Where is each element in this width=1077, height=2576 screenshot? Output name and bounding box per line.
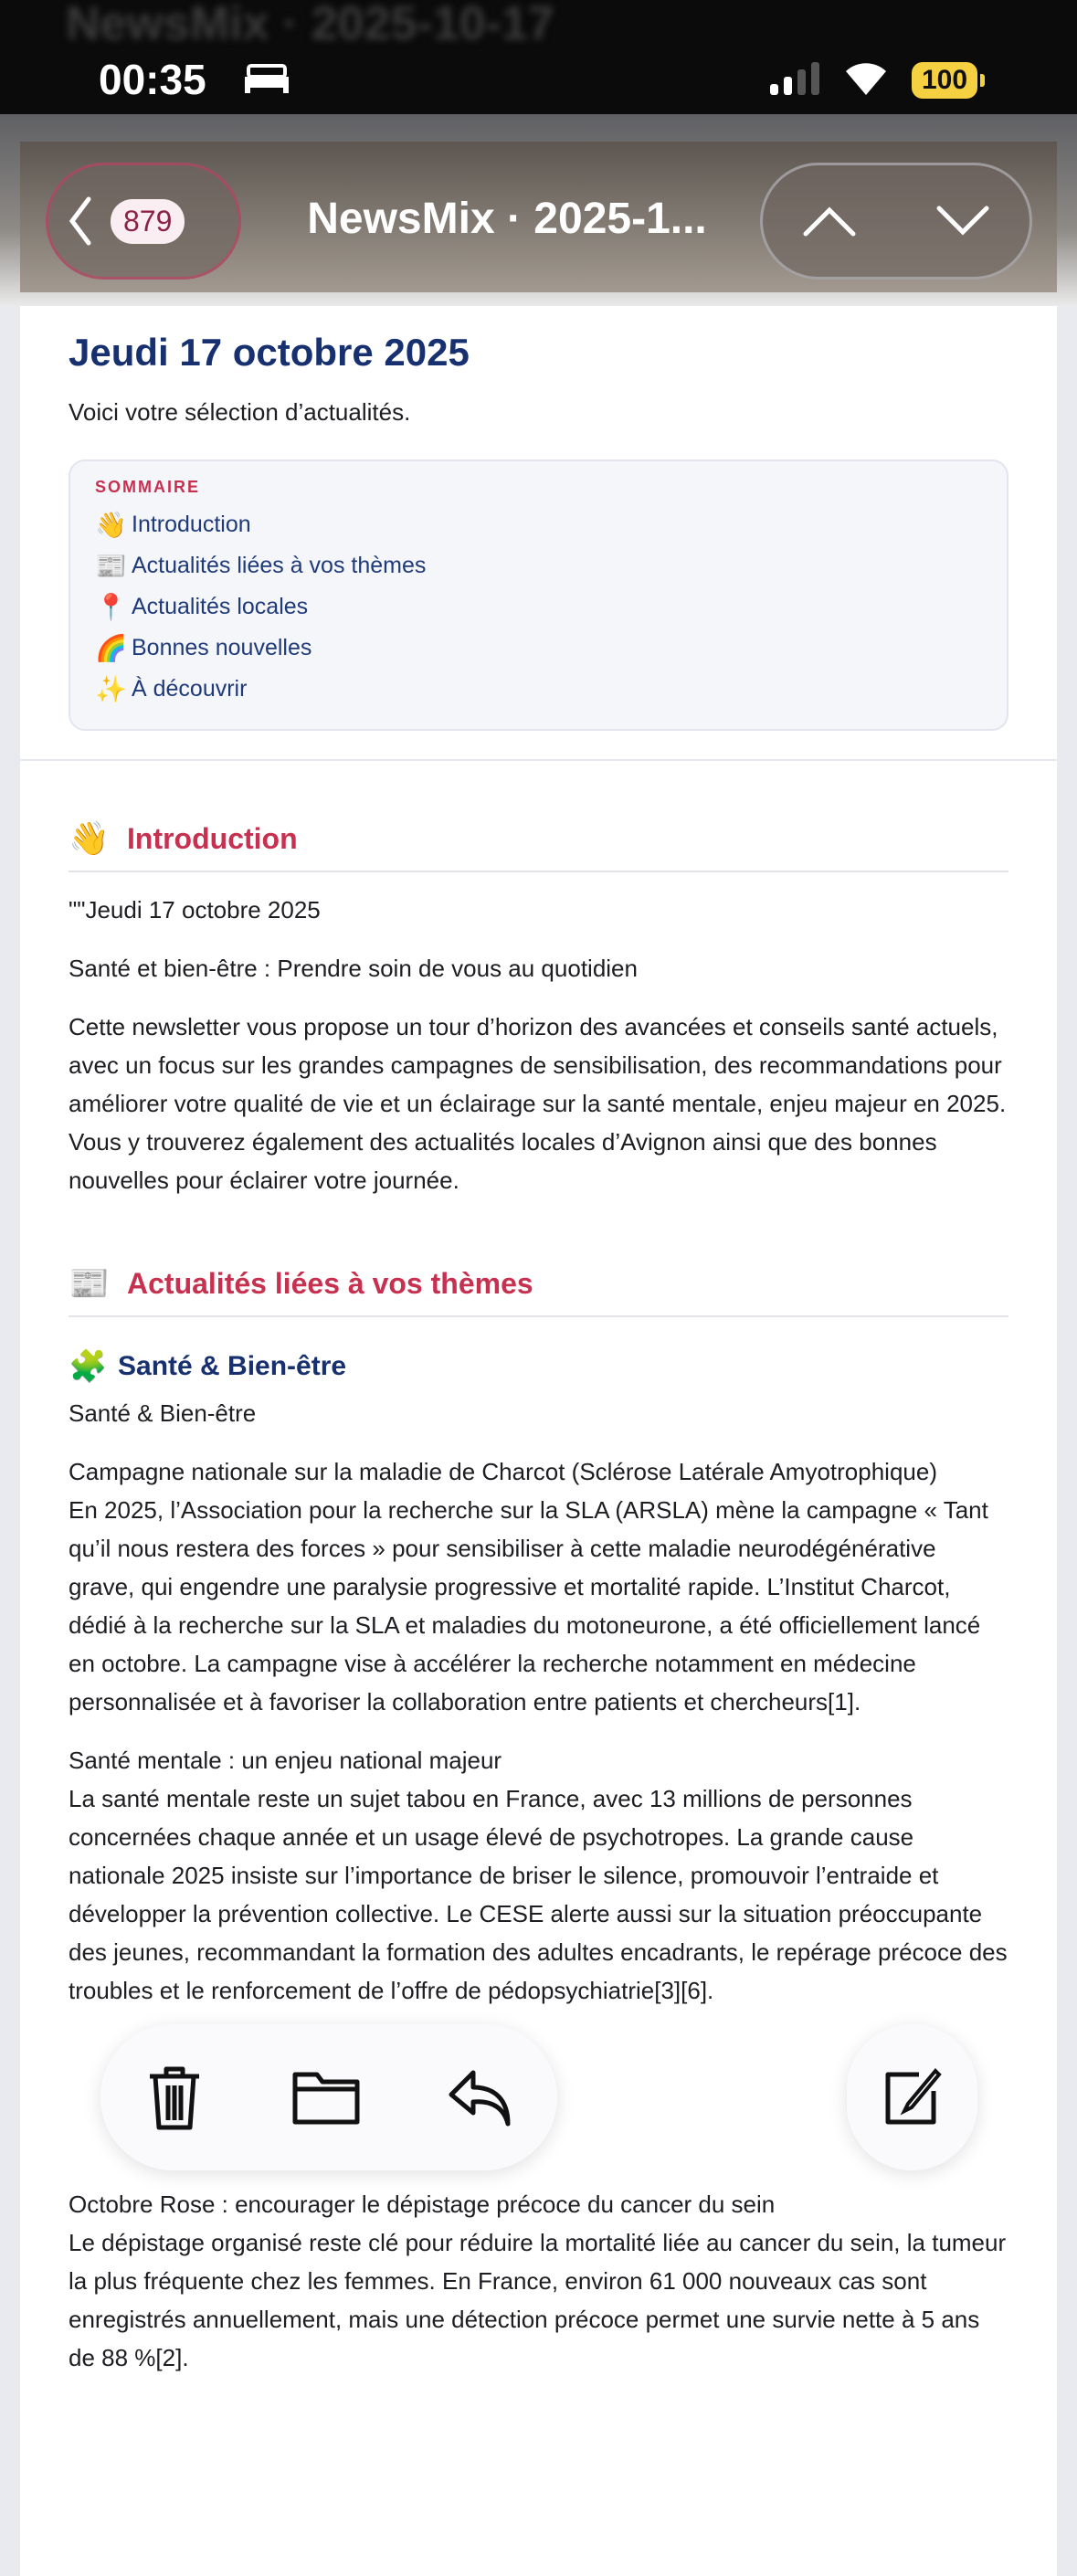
chevron-up-icon[interactable] — [802, 205, 857, 238]
toc-item-themes[interactable] — [95, 545, 982, 586]
section-introduction — [69, 819, 1008, 1199]
article — [69, 1452, 1008, 1721]
chevron-down-icon[interactable] — [935, 205, 990, 238]
sparkles-icon: ✨ — [95, 675, 127, 703]
subsection-heading — [69, 1348, 1008, 1385]
compose-button[interactable] — [847, 2024, 977, 2170]
toc-item-label: Bonnes nouvelles — [132, 635, 312, 660]
toc-item-good-news[interactable] — [95, 628, 982, 669]
waving-hand-icon: 👋 — [95, 511, 127, 539]
ghost-title: NewsMix · 2025-10-17 — [66, 0, 554, 50]
compose-icon — [882, 2067, 943, 2127]
page-subtitle: Voici votre sélection d’actualités. — [69, 398, 411, 426]
toc-item-introduction[interactable] — [95, 504, 982, 545]
chevron-left-icon — [67, 195, 94, 247]
article-title: Campagne nationale sur la maladie de Charcot (Sclérose Latérale Amyotrophique) — [69, 1458, 937, 1485]
nav-title: NewsMix · 2025-1... — [307, 195, 707, 243]
toc-item-label: Actualités locales — [132, 594, 309, 619]
battery-indicator: 100 — [912, 62, 977, 99]
unread-count-badge: 879 — [111, 199, 185, 244]
article — [69, 1741, 1008, 2010]
rainbow-icon: 🌈 — [95, 634, 127, 662]
clock: 00:35 — [99, 56, 206, 103]
toc-item-label: À découvrir — [132, 676, 248, 702]
article-body: La santé mentale reste un sujet tabou en France, avec 13 millions de personnes concernées chaque année et un usage élevé de psychotropes. La grande cause nationale 2025 insiste sur l’importance de briser le silence, promouvoir l’entraide et développer la prévention collective. Le CESE alerte aussi sur la situation préoccupante des jeunes, recommandant la formation des adultes encadrants, le repérage précoce des troubles et le renforcement de l’offre de pédopsychiatrie[3][6]. — [69, 1785, 1008, 2004]
paragraph: ""Jeudi 17 octobre 2025 — [69, 896, 321, 924]
trash-icon[interactable] — [144, 2064, 205, 2131]
paragraph: Cette newsletter vous propose un tour d’horizon des avancées et conseils santé actuels, avec un focus sur les grandes campagnes de sensibilisation, des recommandations pour améliorer votre qualité de vie et un éclairage sur la santé mentale, enjeu majeur en 2025. Vous y trouverez également des actualités locales d’Avignon ainsi que des bonnes nouvelles pour éclairer votre journée. — [69, 1013, 1007, 1194]
divider — [20, 759, 1057, 761]
heading-text: Actualités liées à vos thèmes — [127, 1266, 533, 1300]
sleep-focus-icon — [243, 64, 290, 93]
toc-item-local[interactable] — [95, 586, 982, 628]
section-heading — [69, 1264, 1008, 1317]
heading-text: Introduction — [127, 821, 298, 855]
article-body: Le dépistage organisé reste clé pour réduire la mortalité liée au cancer du sein, la tumeur la plus fréquente chez les femmes. En France, environ 61 000 nouveaux cas sont enregistrés annuellement, mais une détection précoce permet une survie nette à 5 ans de 88 %[2]. — [69, 2229, 1007, 2371]
table-of-contents — [69, 459, 1008, 731]
puzzle-icon: 🧩 — [69, 1349, 108, 1384]
section-heading — [69, 819, 1008, 872]
toc-item-label: Introduction — [132, 512, 251, 537]
toc-item-discover[interactable] — [95, 669, 982, 710]
article — [69, 2185, 1008, 2377]
page-title: Jeudi 17 octobre 2025 — [69, 331, 470, 374]
bottom-toolbar — [100, 2024, 557, 2170]
back-button[interactable] — [46, 163, 241, 280]
newspaper-icon: 📰 — [69, 1264, 110, 1302]
newspaper-icon: 📰 — [95, 552, 127, 580]
toc-title: SOMMAIRE — [95, 478, 200, 496]
article-title: Octobre Rose : encourager le dépistage précoce du cancer du sein — [69, 2191, 776, 2218]
article-title: Santé mentale : un enjeu national majeur — [69, 1747, 502, 1774]
pin-icon: 📍 — [95, 593, 127, 621]
cellular-signal-icon — [770, 62, 819, 95]
wifi-icon — [842, 58, 890, 97]
toc-item-label: Actualités liées à vos thèmes — [132, 553, 427, 578]
heading-text: Santé & Bien-être — [118, 1351, 347, 1381]
message-navigation — [760, 163, 1032, 280]
status-bar — [0, 0, 1077, 114]
article-body: En 2025, l’Association pour la recherche sur la SLA (ARSLA) mène la campagne « Tant qu’il nous restera des forces » pour sensibiliser à cette maladie neurodégénérative grave, qui engendre une paralysie progressive et mortalité rapide. L’Institut Charcot, dédié à la recherche sur la SLA et maladies du motoneurone, a été officiellement lancé en octobre. La campagne vise à accélérer la recherche notamment en médecine personnalisée et à favoriser la collaboration entre patients et chercheurs[1]. — [69, 1496, 988, 1716]
folder-icon[interactable] — [291, 2069, 361, 2126]
reply-icon[interactable] — [448, 2067, 513, 2127]
waving-hand-icon: 👋 — [69, 819, 110, 857]
section-themes — [69, 1264, 1008, 2377]
paragraph: Santé et bien-être : Prendre soin de vous au quotidien — [69, 955, 638, 982]
bottom-toolbar-row — [69, 2024, 1008, 2170]
paragraph: Santé & Bien-être — [69, 1399, 257, 1427]
